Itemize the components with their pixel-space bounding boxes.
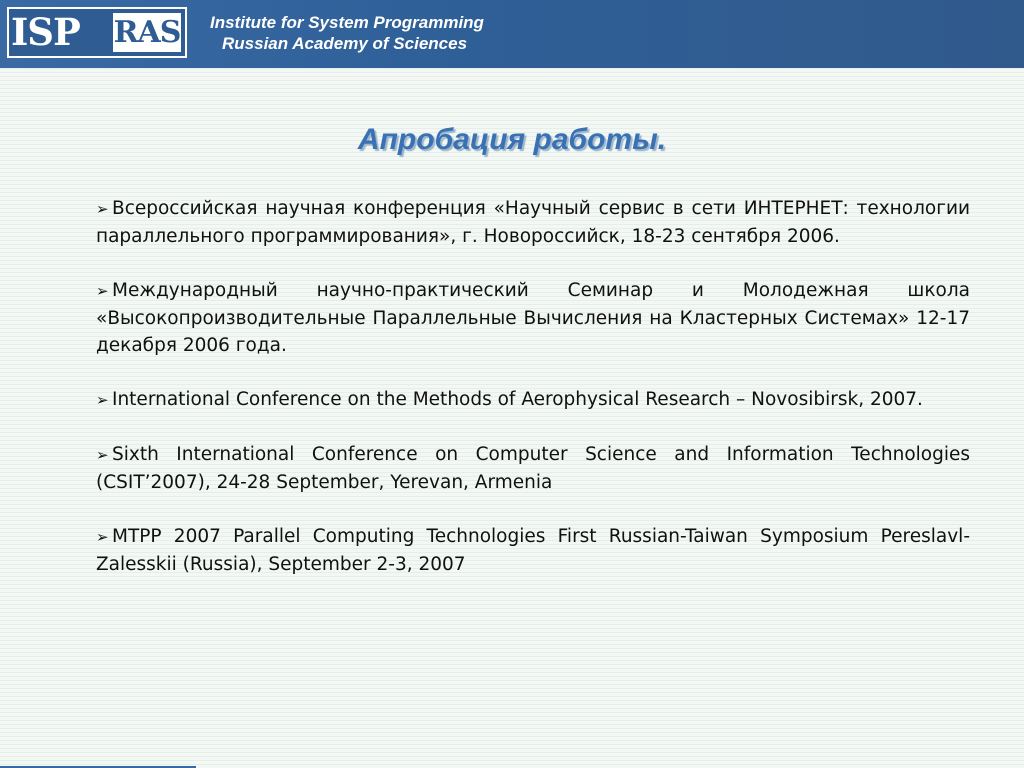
list-item: [96, 523, 970, 578]
arrow-bullet-icon: ➢: [96, 391, 109, 409]
arrow-bullet-icon: ➢: [96, 446, 109, 464]
logo-isp-text: ISP: [11, 10, 80, 54]
list-item-text: Всероссийская научная конференция «Научный сервис в сети ИНТЕРНЕТ: технологии параллельного программирования», г. Новороссийск, 18-23 сентября 2006.: [96, 198, 970, 247]
slide-title: Апробация работы.: [357, 123, 667, 156]
list-item: [96, 195, 970, 250]
arrow-bullet-icon: ➢: [96, 528, 109, 546]
arrow-bullet-icon: ➢: [96, 282, 109, 300]
institute-name: [210, 12, 484, 54]
list-item-text: Международный научно-практический Семинар и Молодежная школа «Высокопроизводительные Параллельные Вычисления на Кластерных Системах» 12-17 декабря 2006 года.: [96, 280, 970, 356]
list-item: [96, 277, 970, 359]
logo-ras-text: RAS: [113, 15, 181, 50]
list-item-text: Sixth International Conference on Computer Science and Information Technologies (CSIT’2007), 24-28 September, Yerevan, Armenia: [96, 444, 970, 493]
list-item: [96, 441, 970, 496]
header-band: [0, 0, 1024, 68]
approbation-list: [96, 195, 970, 605]
isp-ras-logo: [7, 7, 187, 58]
institute-line-1: Institute for System Programming: [210, 13, 484, 32]
arrow-bullet-icon: ➢: [96, 200, 109, 218]
list-item-text: International Conference on the Methods of Aerophysical Research – Novosibirsk, 2007.: [112, 389, 923, 410]
institute-line-2: Russian Academy of Sciences: [222, 34, 468, 53]
list-item-text: MTPP 2007 Parallel Computing Technologies First Russian-Taiwan Symposium Pereslavl-Zalesskii (Russia), September 2-3, 2007: [96, 526, 970, 575]
list-item: [96, 386, 970, 414]
